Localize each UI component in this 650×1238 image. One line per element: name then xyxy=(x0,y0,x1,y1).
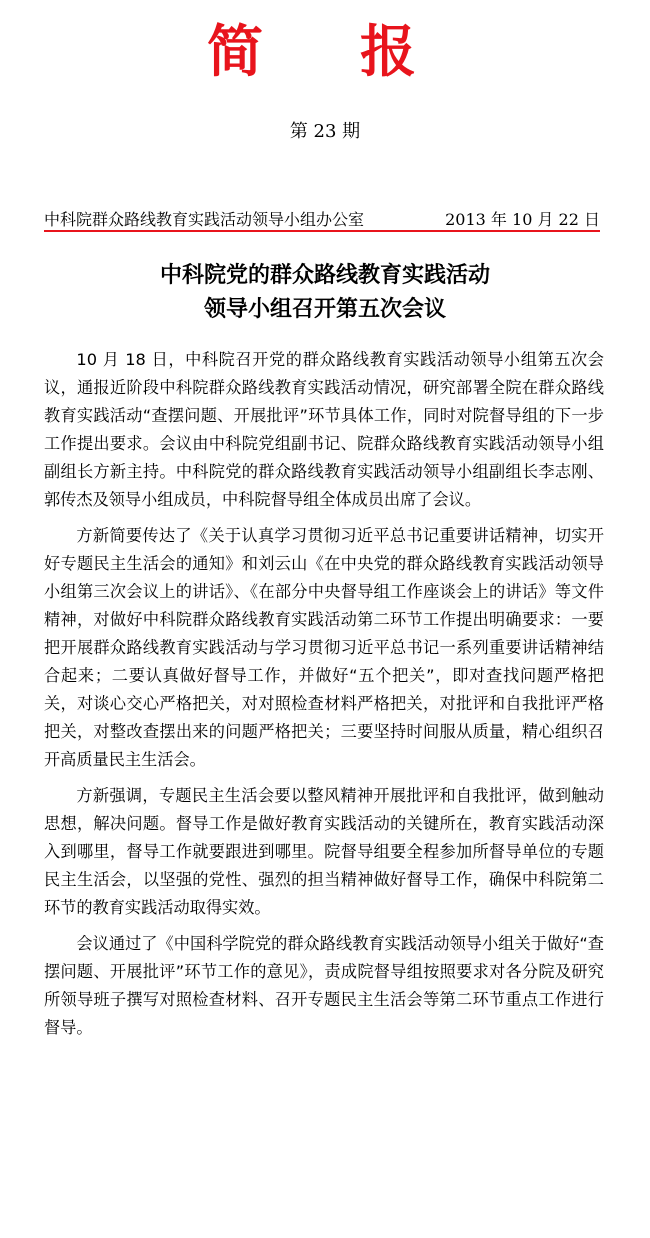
issue-number: 第 23 期 xyxy=(289,121,361,142)
paragraph: 方新强调，专题民主生活会要以整风精神开展批评和自我批评，做到触动思想，解决问题。督导工作是做好教育实践活动的关键所在，教育实践活动深入到哪里，督导工作就要跟进到哪里。院督导组要全程参加所督导单位的专题民主生活会，以坚强的党性、强烈的担当精神做好督导工作，确保中科院第二环节的教育实践活动取得实效。 xyxy=(44,786,604,917)
publisher-row xyxy=(44,208,600,232)
paragraph: 会议通过了《中国科学院党的群众路线教育实践活动领导小组关于做好“查摆问题、开展批评”环节工作的意见》，责成院督导组按照要求对各分院及研究所领导班子撰写对照检查材料、召开专题民主生活会等第二环节重点工作进行督导。 xyxy=(44,934,604,1037)
paragraph: 10 月 18 日，中科院召开党的群众路线教育实践活动领导小组第五次会议，通报近阶段中科院群众路线教育实践活动情况，研究部署全院在群众路线教育实践活动“查摆问题、开展批评”环节具体工作，同时对院督导组的下一步工作提出要求。会议由中科院党组副书记、院群众路线教育实践活动领导小组副组长方新主持。中科院党的群众路线教育实践活动领导小组副组长李志刚、郭传杰及领导小组成员，中科院督导组全体成员出席了会议。 xyxy=(44,350,604,509)
article-body xyxy=(44,346,604,1050)
red-divider xyxy=(44,230,600,232)
masthead-char-bao: 报 xyxy=(360,20,416,85)
masthead-char-jian: 简 xyxy=(207,20,263,85)
article-title-line2: 领导小组召开第五次会议 xyxy=(203,296,446,322)
publish-date: 2013 年 10 月 22 日 xyxy=(445,210,600,229)
article-title xyxy=(0,258,650,326)
paragraph: 方新简要传达了《关于认真学习贯彻习近平总书记重要讲话精神，切实开好专题民主生活会的通知》和刘云山《在中央党的群众路线教育实践活动领导小组第三次会议上的讲话》、《在部分中央督导组工作座谈会上的讲话》等文件精神，对做好中科院群众路线教育实践活动第二环节工作提出明确要求：一要把开展群众路线教育实践活动与学习贯彻习近平总书记一系列重要讲话精神结合起来；二要认真做好督导工作，并做好“五个把关”，即对查找问题严格把关，对谈心交心严格把关，对对照检查材料严格把关，对批评和自我批评严格把关，对整改查摆出来的问题严格把关；三要坚持时间服从质量，精心组织召开高质量民主生活会。 xyxy=(44,526,604,769)
masthead xyxy=(0,18,650,88)
publisher-office: 中科院群众路线教育实践活动领导小组办公室 xyxy=(44,210,365,229)
article-title-line1: 中科院党的群众路线教育实践活动 xyxy=(159,262,490,288)
